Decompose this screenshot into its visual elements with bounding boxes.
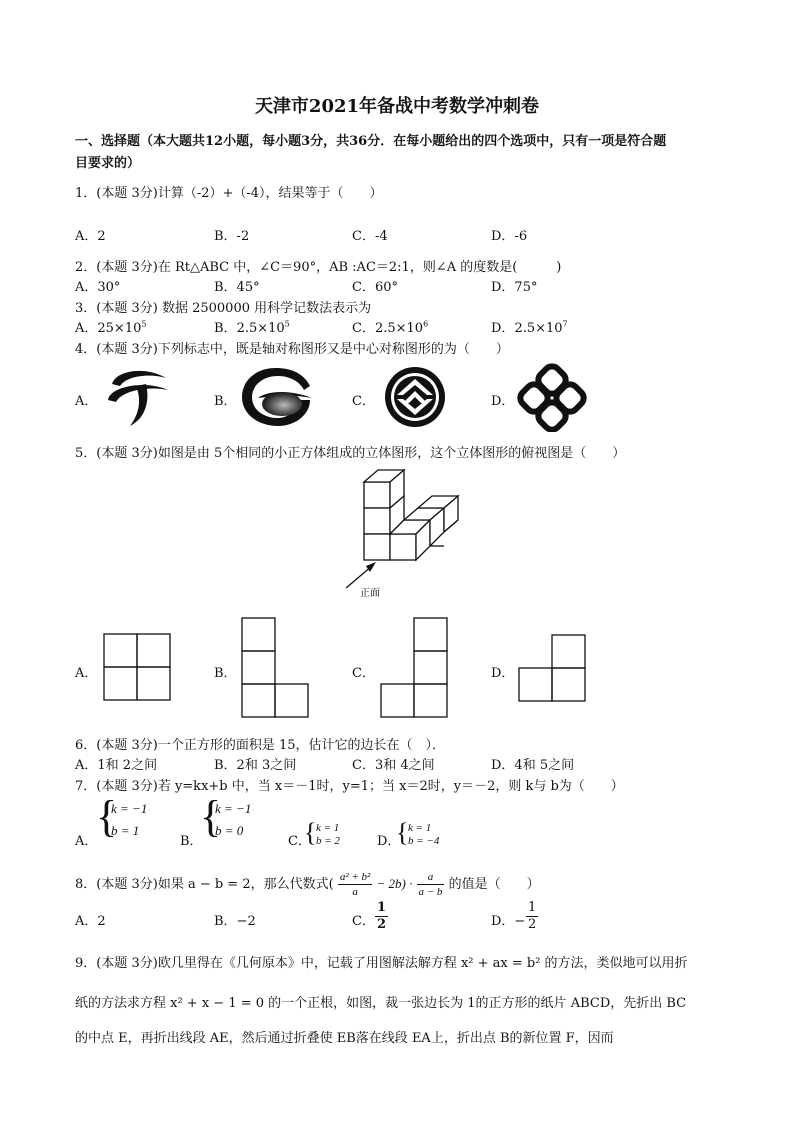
q7-stem: 7．(本题 3分)若 y=kx+b 中，当 x＝－1时，y=1；当 x＝2时，y＝－2，则 k与 b为（ ） bbox=[75, 779, 624, 794]
q3-option-a: A．$25\times 10^5$ bbox=[75, 319, 147, 336]
q7-option-a-eq2: b = 1 bbox=[111, 823, 140, 838]
q7-option-c-eq1: k = 1 bbox=[316, 822, 340, 834]
q8-option-c-fraction: $\frac{1}{2}$ bbox=[377, 900, 387, 932]
q4-label-d: D． bbox=[491, 394, 515, 409]
q5-label-a: A． bbox=[75, 666, 98, 681]
q9-line3: 的中点 E，再折出线段 AE，然后通过折叠使 EB落在线段 EA上，折出点 B的新位置 F，因而 bbox=[75, 1031, 614, 1046]
q8-option-b: B．−2 bbox=[214, 914, 256, 929]
q7-option-d-eq1: k = 1 bbox=[408, 822, 432, 834]
q4-label-b: B． bbox=[214, 394, 237, 409]
q6-option-a: A．1和 2之间 bbox=[75, 758, 158, 773]
q8-option-c: C． bbox=[352, 914, 375, 929]
q7-option-c-label: C． bbox=[288, 834, 311, 849]
q7-option-a-eq1: k = −1 bbox=[111, 801, 148, 816]
q6-option-b: B．2和 3之间 bbox=[214, 758, 297, 773]
q2-option-c: C．60° bbox=[352, 280, 398, 295]
q7-option-b-eq1: k = −1 bbox=[215, 801, 252, 816]
q3-option-b: B．$2.5\times 10^5$ bbox=[214, 319, 290, 336]
section-heading-line2: 目要求的） bbox=[75, 156, 141, 171]
q2-option-b: B．45° bbox=[214, 280, 260, 295]
q7-option-d-eq2: b = −4 bbox=[408, 835, 440, 847]
q7-option-a-brace: { bbox=[96, 792, 118, 841]
q4-label-c: C． bbox=[352, 394, 375, 409]
logo-c-icon bbox=[383, 365, 447, 429]
q5-label-d: D． bbox=[491, 666, 515, 681]
q8-option-d: D．− bbox=[491, 914, 526, 929]
q5-option-b-grid bbox=[238, 614, 314, 720]
logo-a-icon bbox=[106, 366, 172, 428]
cube-stack-figure bbox=[338, 462, 468, 602]
q5-option-c-grid bbox=[377, 614, 453, 720]
q9-line1: 9．(本题 3分)欧几里得在《几何原本》中，记载了用图解法解方程 x² + ax = b² 的方法，类似地可以用折 bbox=[75, 956, 688, 971]
q7-option-c-brace: { bbox=[304, 818, 317, 847]
q3-option-c: C．$2.5\times 10^6$ bbox=[352, 319, 429, 336]
q7-option-b-label: B． bbox=[180, 834, 203, 849]
q5-label-c: C． bbox=[352, 666, 375, 681]
q7-option-d-label: D． bbox=[377, 834, 401, 849]
q4-stem: 4．(本题 3分)下列标志中，既是轴对称图形又是中心对称图形的为（ ） bbox=[75, 342, 509, 357]
q4-label-a: A． bbox=[75, 394, 98, 409]
q1-option-a: A．2 bbox=[75, 229, 106, 244]
q5-label-b: B． bbox=[214, 666, 237, 681]
q7-option-b-eq2: b = 0 bbox=[215, 823, 244, 838]
q6-option-d: D．4和 5之间 bbox=[491, 758, 575, 773]
logo-b-icon bbox=[238, 364, 314, 430]
q3-stem: 3．(本题 3分) 数据 2500000 用科学记数法表示为 bbox=[75, 301, 372, 316]
q9-line2: 纸的方法求方程 x² + x − 1 = 0 的一个正根，如图，裁一张边长为 1的正方形的纸片 ABCD，先折出 BC bbox=[75, 996, 687, 1011]
q8-stem: 8．(本题 3分)如果 a − b = 2，那么代数式( $\frac{\text{a² + b²}}{a}$ − 2b) · $\frac{a}{a - b}$ 的值是（ ） bbox=[75, 871, 540, 898]
q2-stem: 2．(本题 3分)在 Rt△ABC 中，∠C＝90°，AB :AC＝2:1，则∠A 的度数是( ) bbox=[75, 260, 562, 275]
q3-option-d: D．$2.5\times 10^7$ bbox=[491, 319, 568, 336]
q7-option-b-brace: { bbox=[200, 792, 222, 841]
q2-option-a: A．30° bbox=[75, 280, 121, 295]
q8-option-d-fraction: $\frac{1}{2}$ bbox=[528, 900, 537, 932]
logo-d-icon bbox=[516, 362, 588, 432]
q5-option-a-grid bbox=[100, 630, 176, 706]
q1-option-b: B．-2 bbox=[214, 229, 250, 244]
q1-option-d: D．-6 bbox=[491, 229, 528, 244]
page-title: 天津市2021年备战中考数学冲刺卷 bbox=[254, 96, 540, 117]
q1-stem: 1．(本题 3分)计算（-2）+（-4），结果等于（ ） bbox=[75, 186, 383, 201]
q8-option-a: A．2 bbox=[75, 914, 106, 929]
q7-option-d-brace: { bbox=[396, 818, 409, 847]
q5-stem: 5．(本题 3分)如图是由 5个相同的小正方体组成的立体图形，这个立体图形的俯视图是（ ） bbox=[75, 446, 626, 461]
q7-option-c-eq2: b = 2 bbox=[316, 835, 340, 847]
q6-stem: 6．(本题 3分)一个正方形的面积是 15，估计它的边长在（ ）． bbox=[75, 738, 445, 753]
front-label: 正面 bbox=[360, 588, 380, 599]
q5-option-d-grid bbox=[515, 631, 591, 707]
q2-option-d: D．75° bbox=[491, 280, 538, 295]
q6-option-c: C．3和 4之间 bbox=[352, 758, 435, 773]
q1-option-c: C．-4 bbox=[352, 229, 388, 244]
section-heading-line1: 一、选择题（本大题共12小题，每小题3分，共36分．在每小题给出的四个选项中，只有一项是符合题 bbox=[75, 134, 667, 149]
q7-option-a-label: A． bbox=[75, 834, 98, 849]
